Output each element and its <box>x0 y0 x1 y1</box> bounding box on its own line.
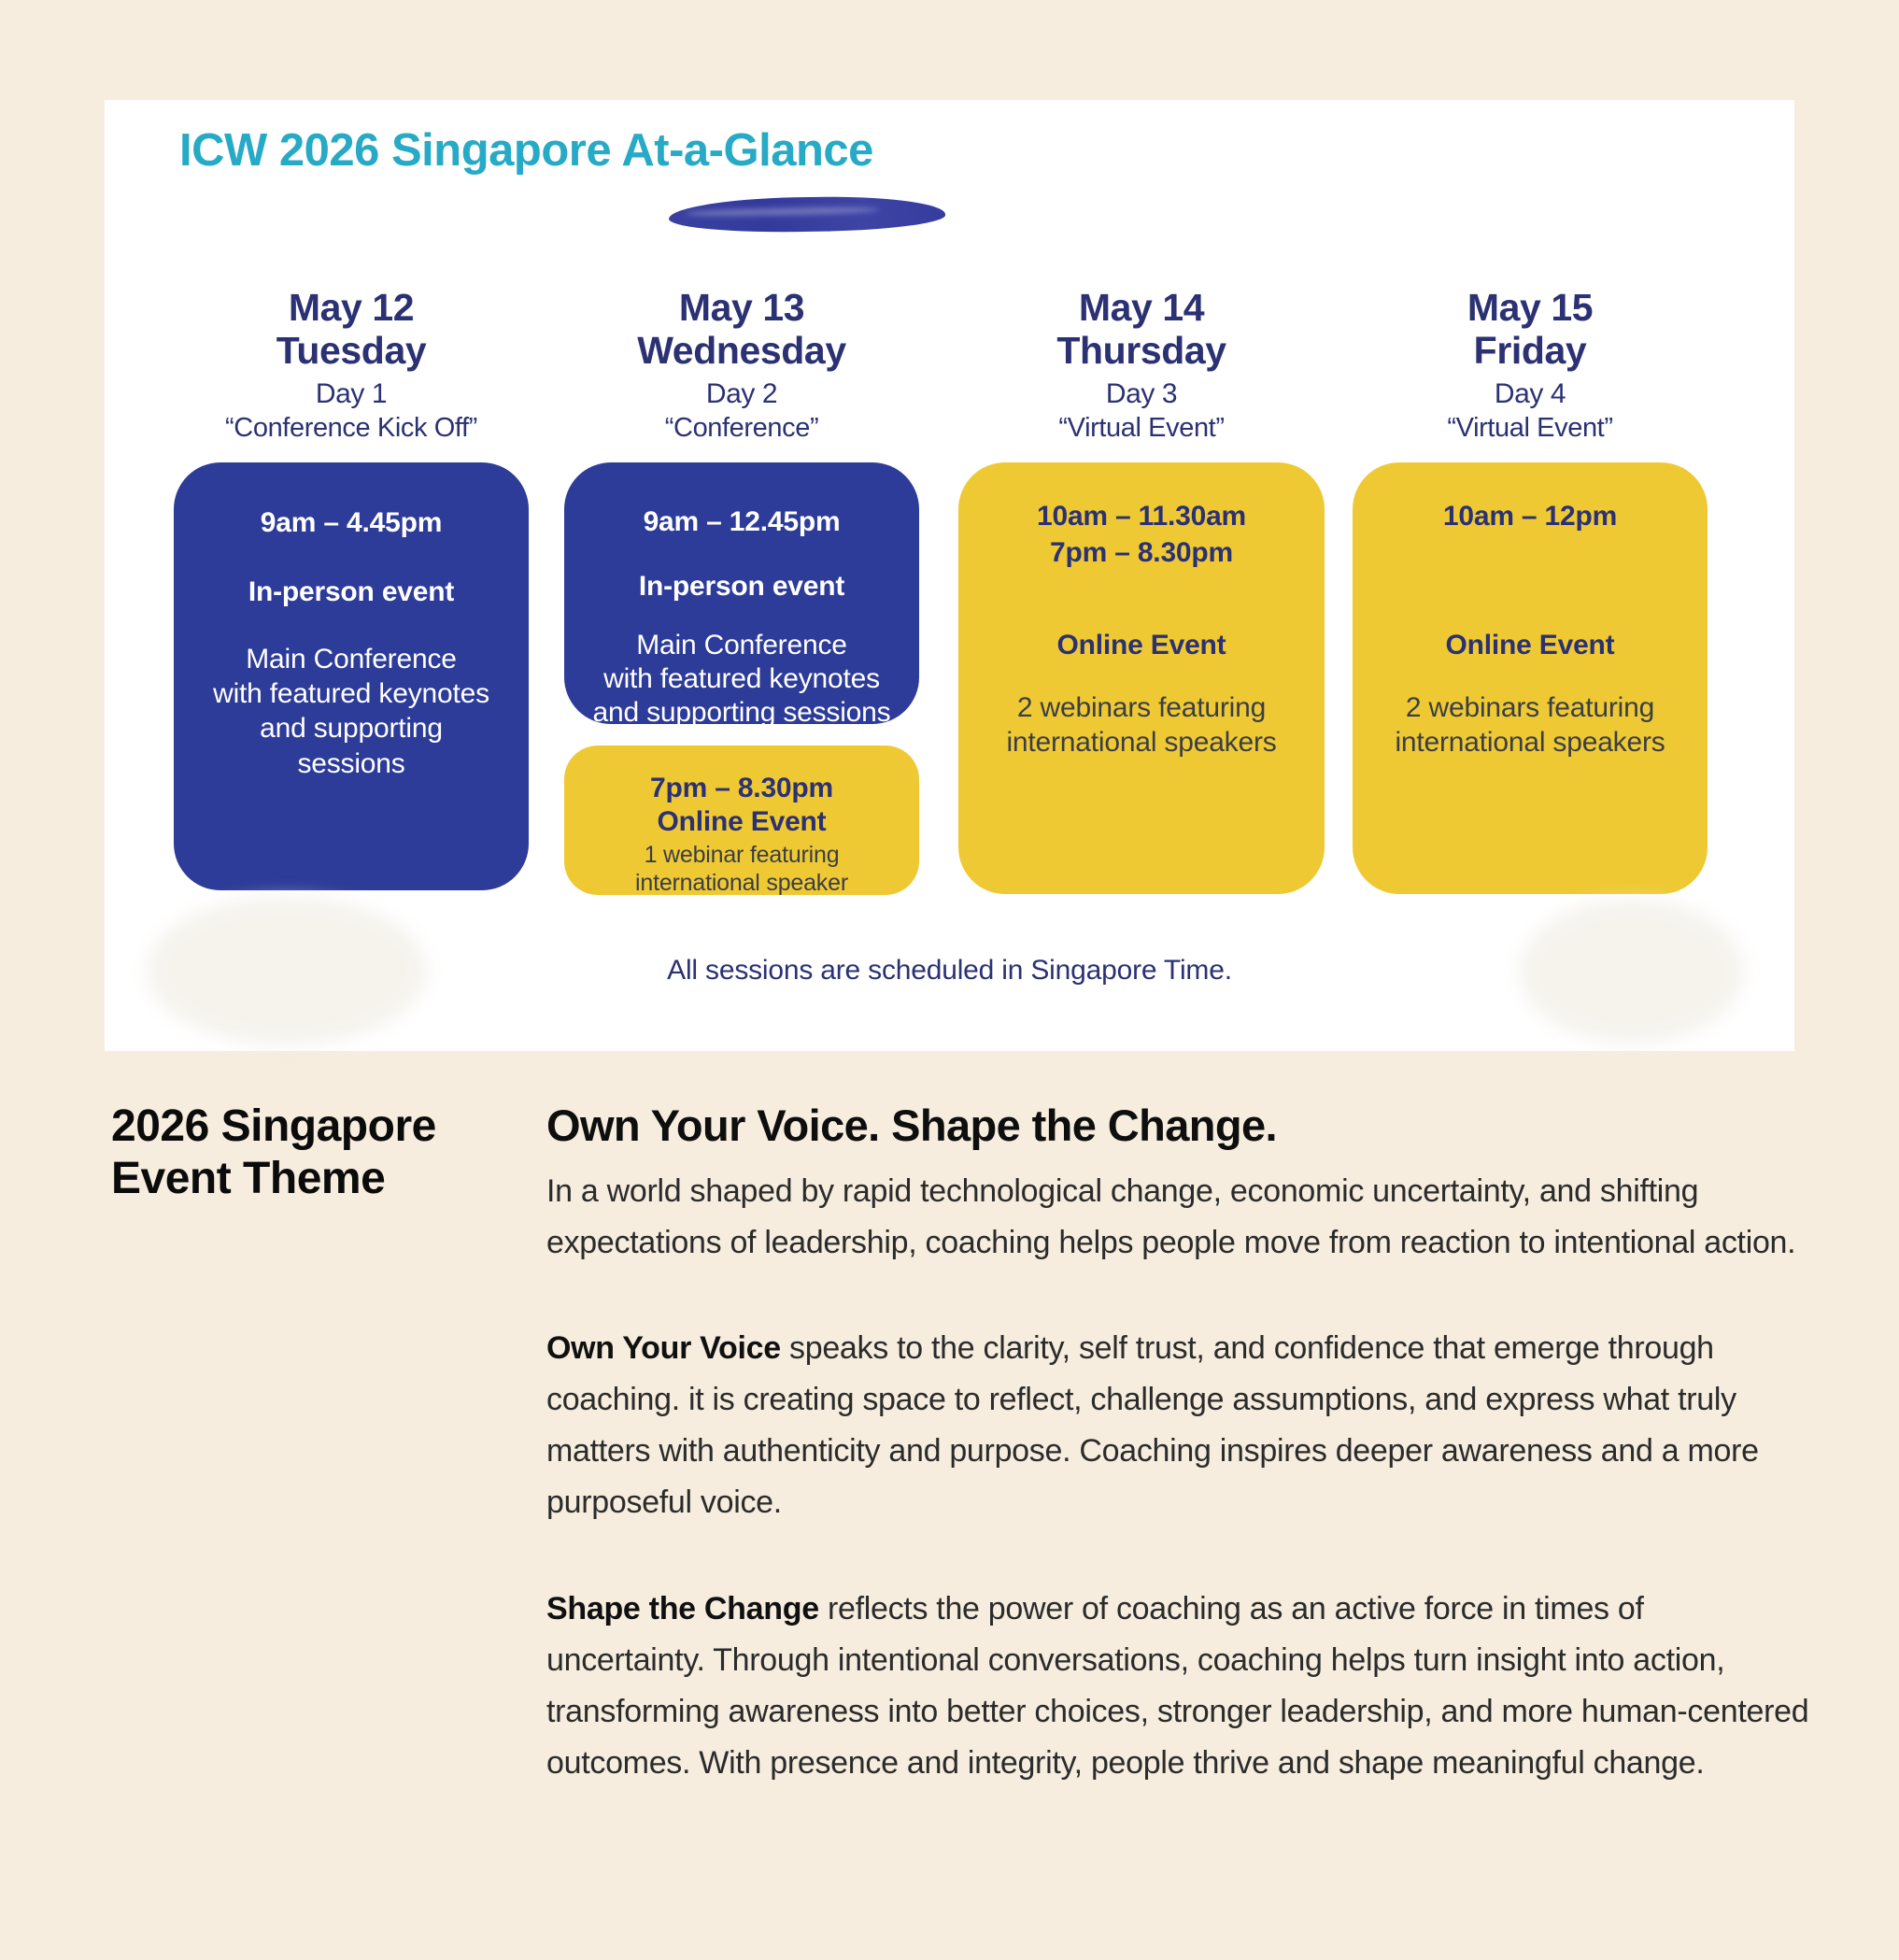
brush-stroke-underline <box>669 194 946 234</box>
day-column-may-12 <box>174 287 529 890</box>
event-description <box>564 842 919 897</box>
event-description-line: international speaker <box>635 869 848 896</box>
event-description-line: sessions <box>297 747 405 779</box>
event-card-yellow <box>1353 462 1708 894</box>
paragraph-lead: Shape the Change <box>546 1590 819 1626</box>
event-card-yellow <box>958 462 1325 894</box>
day-number: Day 2 <box>705 377 778 409</box>
event-description-line: with featured keynotes <box>213 678 489 710</box>
day-subtitle: “Virtual Event” <box>1447 413 1613 444</box>
event-description-line: 1 webinar featuring <box>644 842 840 868</box>
theme-paragraph <box>546 1166 1809 1269</box>
event-description-line: and supporting <box>260 713 443 745</box>
theme-paragraph <box>546 1584 1809 1789</box>
event-description <box>958 690 1325 760</box>
event-card-blue <box>174 462 529 890</box>
event-card-yellow <box>564 746 919 895</box>
event-time: 7pm – 8.30pm <box>649 773 834 803</box>
day-date: May 15 <box>1467 286 1594 329</box>
event-type-label: In-person event <box>248 576 455 607</box>
event-time: 9am – 12.45pm <box>643 506 841 537</box>
paragraph-text: reflects the power of coaching as an active force in times of uncertainty. Through intentional conversations, coaching helps turn insight into action, transforming awareness into better choices, stronger leadership, and more human-centered outcomes. With presence and integrity, people thrive and shape meaningful change. <box>546 1590 1809 1781</box>
event-description-line: 2 webinars featuring <box>1405 692 1655 723</box>
day-subtitle: “Virtual Event” <box>1058 413 1225 444</box>
event-description-line: international speakers <box>1395 727 1665 759</box>
day-header <box>958 287 1325 462</box>
theme-section-body <box>546 1101 1809 1843</box>
day-date: May 14 <box>1078 286 1205 329</box>
event-card-blue <box>564 462 919 728</box>
day-column-may-15 <box>1353 287 1708 894</box>
event-description <box>564 629 919 730</box>
day-subtitle: “Conference” <box>664 413 819 444</box>
schedule-panel <box>105 100 1794 1051</box>
event-type-label: In-person event <box>638 571 845 602</box>
event-description-line: Main Conference <box>246 644 457 675</box>
page-title: ICW 2026 Singapore At-a-Glance <box>179 125 873 176</box>
day-number: Day 4 <box>1494 377 1566 409</box>
day-number: Day 3 <box>1105 377 1178 409</box>
day-weekday: Wednesday <box>637 328 846 372</box>
paragraph-text: In a world shaped by rapid technological change, economic uncertainty, and shifting expectations of leadership, coaching helps people move from reaction to intentional action. <box>546 1173 1796 1261</box>
event-description-line: and supporting sessions <box>592 697 891 728</box>
event-description <box>174 642 529 781</box>
day-weekday: Friday <box>1473 328 1587 372</box>
day-date: May 13 <box>678 286 805 329</box>
event-description-line: with featured keynotes <box>603 663 880 694</box>
day-weekday: Thursday <box>1056 328 1226 372</box>
theme-title: Own Your Voice. Shape the Change. <box>546 1101 1277 1150</box>
event-time: 10am – 11.30am <box>1036 501 1247 532</box>
event-description-line: 2 webinars featuring <box>1016 692 1267 723</box>
paragraph-text: speaks to the clarity, self trust, and confidence that emerge through coaching. it is creating space to reflect, challenge assumptions, and express what truly matters with authenticity and purpose. Coaching inspires deeper awareness and a more purposeful voice. <box>546 1330 1759 1521</box>
paragraph-lead: Own Your Voice <box>546 1330 781 1367</box>
day-header <box>564 287 919 462</box>
theme-section-heading: 2026 Singapore Event Theme <box>111 1101 436 1204</box>
event-description-line: international speakers <box>1006 727 1277 759</box>
day-header <box>174 287 529 462</box>
event-time: 10am – 12pm <box>1442 501 1618 532</box>
event-time: 9am – 4.45pm <box>260 507 443 538</box>
event-type-label: Online Event <box>1445 630 1615 660</box>
theme-paragraph <box>546 1323 1809 1528</box>
day-column-may-13 <box>564 287 919 895</box>
event-time: 7pm – 8.30pm <box>1049 537 1234 568</box>
day-header <box>1353 287 1708 462</box>
event-description-line: Main Conference <box>636 630 847 660</box>
day-weekday: Tuesday <box>276 328 427 372</box>
event-description <box>1353 690 1708 760</box>
event-type-label: Online Event <box>657 806 827 837</box>
day-column-may-14 <box>958 287 1325 894</box>
day-date: May 12 <box>288 286 415 329</box>
timezone-note: All sessions are scheduled in Singapore Time. <box>667 955 1232 986</box>
event-type-label: Online Event <box>1056 630 1226 660</box>
day-subtitle: “Conference Kick Off” <box>225 413 477 444</box>
day-number: Day 1 <box>315 377 388 409</box>
